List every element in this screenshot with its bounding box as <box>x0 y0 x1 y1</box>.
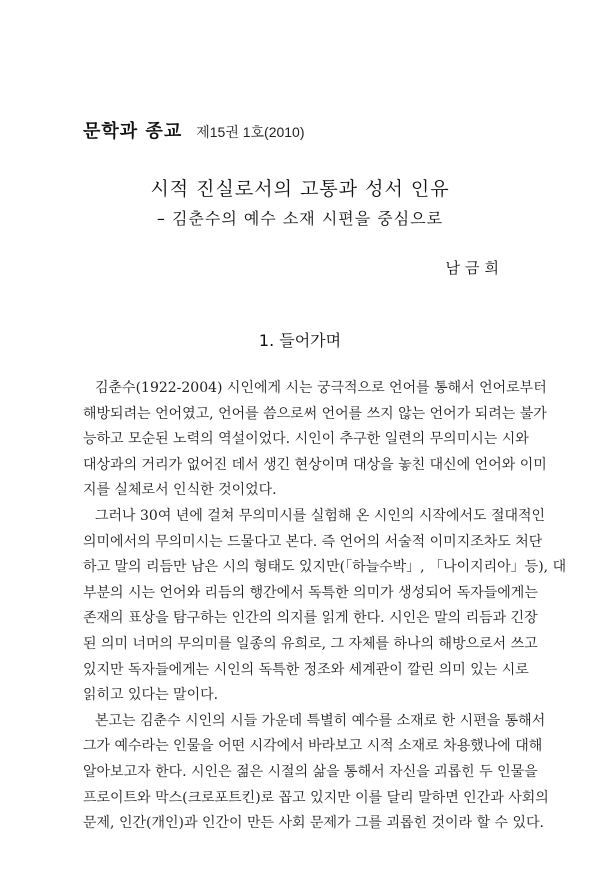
text-line: 부분의 시는 언어와 리듬의 행간에서 독특한 의미가 생성되어 독자들에게는 <box>83 584 538 601</box>
text-line: 문제, 인간(개인)과 인간이 만든 사회 문제가 그를 괴롭힌 것이라 할 수 있다. <box>83 815 544 832</box>
text-line: 있지만 독자들에게는 시인의 독특한 정조와 세계관이 깔린 의미 있는 시로 <box>83 661 529 678</box>
text-line: 그러나 30여 년에 걸쳐 무의미시를 실험해 온 시인의 시작에서도 절대적인 <box>95 507 546 524</box>
article-subtitle: – 김춘수의 예수 소재 시편을 중심으로 <box>156 209 444 228</box>
text-line: 존재의 표상을 탐구하는 인간의 의지를 읽게 한다. 시인은 말의 리듬과 긴장 <box>83 610 538 627</box>
text-line: 의미에서의 무의미시는 드물다고 본다. 즉 언어의 서술적 이미지조차도 처단 <box>83 533 543 550</box>
text-line: 능하고 모순된 노력의 역설이었다. 시인이 추구한 일련의 무의미시는 시와 <box>83 431 529 448</box>
journal-name: 문학과 종교 <box>83 121 183 142</box>
text-line: 김춘수(1922-2004) 시인에게 시는 궁극적으로 언어를 통해서 언어로부터 <box>95 380 547 396</box>
article-title: 시적 진실로서의 고통과 성서 인유 <box>150 178 450 200</box>
text-line: 대상과의 거리가 없어진 데서 생긴 현상이며 대상을 놓친 대신에 언어와 이미 <box>83 456 547 473</box>
article-author: 남금희 <box>445 259 504 277</box>
text-line: 된 의미 너머의 무의미를 일종의 유희로, 그 자체를 하나의 해방으로서 쓰고 <box>83 635 538 652</box>
text-line: 하고 말의 리듬만 남은 시의 형태도 있지만(「하늘수박」, 「나이지리아」등), 대 <box>83 559 567 576</box>
text-line: 그가 예수라는 인물을 어떤 시각에서 바라보고 시적 소재로 차용했나에 대해 <box>83 738 543 755</box>
text-line: 해방되려는 언어였고, 언어를 씀으로써 언어를 쓰지 않는 언어가 되려는 불가 <box>83 405 547 422</box>
text-line: 본고는 김춘수 시인의 시들 가운데 특별히 예수를 소재로 한 시편을 통해서 <box>95 712 546 729</box>
text-line: 프로이트와 막스(크로포트킨)로 꼽고 있지만 이를 달리 말하면 인간과 사회의 <box>83 789 549 806</box>
section-heading: 1. 들어가며 <box>258 331 342 350</box>
text-line: 지를 실체로서 인식한 것이었다. <box>83 482 277 499</box>
text-line: 읽히고 있다는 말이다. <box>83 687 219 704</box>
journal-header <box>83 117 305 143</box>
text-line: 알아보고자 한다. 시인은 젊은 시절의 삶을 통해서 자신을 괴롭힌 두 인물을 <box>83 763 538 780</box>
journal-issue: 제15권 1호(2010) <box>196 124 305 140</box>
body-text <box>83 376 567 837</box>
